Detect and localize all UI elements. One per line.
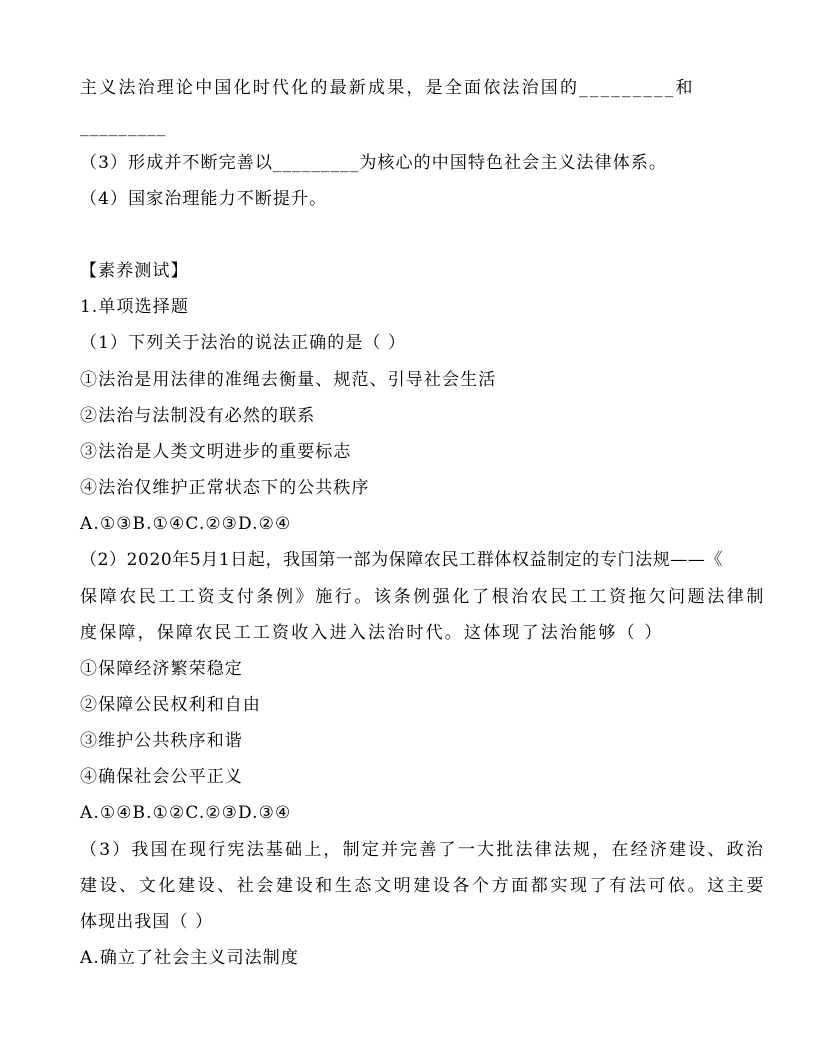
question-3-option-a: A.确立了社会主义司法制度 [80,948,299,968]
question-3-stem-line-1: （3）我国在现行宪法基础上，制定并完善了一大批法律法规，在经济建设、政治 [80,840,766,860]
question-2-option-1: ①保障经济繁荣稳定 [80,659,243,679]
text-line-2: _________ [80,117,167,137]
question-3-stem-line-2: 建设、文化建设、社会建设和生态文明建设各个方面都实现了有法可依。这主要 [80,876,766,896]
question-2-choices: A.①④B.①②C.②③D.③④ [80,803,292,823]
question-2-option-3: ③维护公共秩序和谐 [80,731,243,751]
question-1-choices: A.①③B.①④C.②③D.②④ [80,514,292,534]
text-line-1: 主义法治理论中国化时代化的最新成果，是全面依法治国的_________和 [80,78,695,98]
question-2-option-4: ④确保社会公平正义 [80,767,243,787]
question-1-option-2: ②法治与法制没有必然的联系 [80,406,316,426]
question-1-option-4: ④法治仅维护正常状态下的公共秩序 [80,478,370,498]
question-type-heading: 1.单项选择题 [80,297,189,317]
question-3-stem-line-3: 体现出我国（ ） [80,912,214,932]
section-heading: 【素养测试】 [80,261,189,281]
question-2-option-2: ②保障公民权利和自由 [80,695,261,715]
question-1-option-3: ③法治是人类文明进步的重要标志 [80,442,352,462]
question-1-stem: （1）下列关于法治的说法正确的是（ ） [80,333,407,353]
text-line-4: （4）国家治理能力不断提升。 [80,189,328,209]
text-line-3: （3）形成并不断完善以_________为核心的中国特色社会主义法律体系。 [80,153,668,173]
question-2-stem-line-1: （2）2020年5月1日起，我国第一部为保障农民工群体权益制定的专门法规——《 [80,550,724,570]
question-1-option-1: ①法治是用法律的准绳去衡量、规范、引导社会生活 [80,370,497,390]
question-2-stem-line-2: 保障农民工工资支付条例》施行。该条例强化了根治农民工工资拖欠问题法律制 [80,587,766,607]
question-2-stem-line-3: 度保障，保障农民工工资收入进入法治时代。这体现了法治能够（ ） [80,623,664,643]
